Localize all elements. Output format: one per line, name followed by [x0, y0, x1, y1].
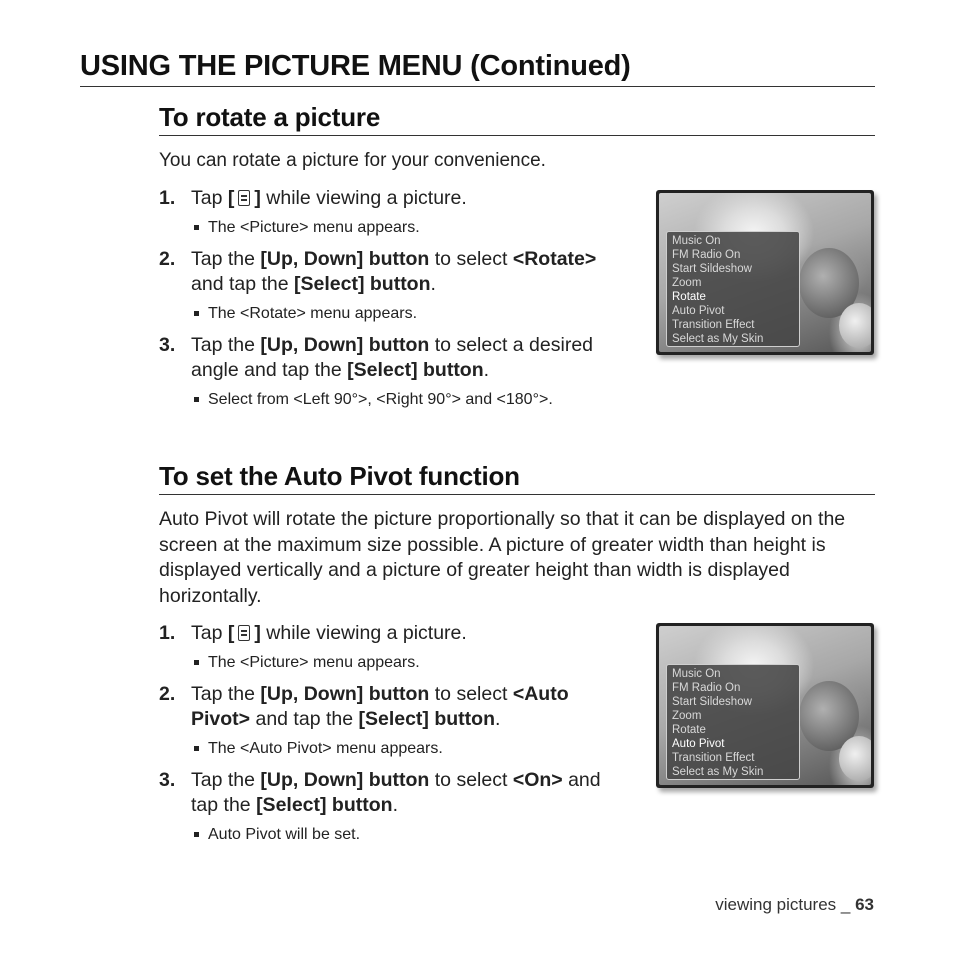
step [159, 768, 629, 819]
menu-item: Zoom [672, 277, 702, 289]
page-number: 63 [855, 895, 874, 914]
step-note: The <Auto Pivot> menu appears. [159, 739, 629, 759]
section-title-auto-pivot: To set the Auto Pivot function [159, 461, 520, 491]
step-number: 2. [159, 247, 176, 270]
picture-menu [666, 664, 800, 780]
photo-detail [839, 303, 871, 348]
menu-item: Transition Effect [672, 319, 755, 331]
menu-item: Music On [672, 235, 721, 247]
menu-icon [238, 190, 250, 206]
step [159, 247, 629, 298]
step-text: Tap the [Up, Down] button to select a desired angle and tap the [Select] button. [191, 333, 594, 381]
step [159, 621, 629, 647]
bullet-square-icon [194, 660, 199, 665]
picture-menu [666, 231, 800, 347]
step-text: Tap [ ] while viewing a picture. [191, 622, 467, 644]
steps-rotate [159, 186, 629, 410]
section-title-rotate: To rotate a picture [159, 102, 381, 132]
step-note: The <Picture> menu appears. [159, 218, 629, 238]
step-text: Tap the [Up, Down] button to select <Auto Pivot> and tap the [Select] button. [191, 682, 569, 730]
step-number: 1. [159, 622, 176, 644]
menu-item: Start Sildeshow [672, 696, 752, 708]
menu-item: Rotate [672, 291, 706, 303]
bullet-square-icon [194, 311, 199, 316]
steps-auto-pivot [159, 621, 629, 845]
section-intro-rotate: You can rotate a picture for your convenience. [159, 150, 546, 171]
menu-item: Transition Effect [672, 752, 755, 764]
step [159, 333, 629, 384]
step-text: Tap the [Up, Down] button to select <On> and tap the [Select] button. [191, 768, 601, 816]
menu-item: Select as My Skin [672, 766, 764, 778]
photo-thumbnail [659, 193, 871, 352]
step-number: 1. [159, 187, 176, 209]
bullet-square-icon [194, 397, 199, 402]
menu-item: FM Radio On [672, 682, 741, 694]
page-title: USING THE PICTURE MENU (Continued) [80, 50, 631, 82]
step-note: Select from <Left 90°>, <Right 90°> and <180°>. [159, 390, 629, 410]
menu-icon [238, 625, 250, 641]
step-note: The <Rotate> menu appears. [159, 304, 629, 324]
section-rule-rotate [159, 135, 875, 136]
menu-item: Auto Pivot [672, 305, 725, 317]
step [159, 682, 629, 733]
title-rule [80, 86, 875, 87]
section-rule-auto-pivot [159, 494, 875, 495]
photo-detail [839, 736, 871, 781]
menu-item: Music On [672, 668, 721, 680]
page-footer: viewing pictures _ 63 [715, 895, 874, 914]
bullet-square-icon [194, 832, 199, 837]
bullet-square-icon [194, 225, 199, 230]
step-note: Auto Pivot will be set. [159, 825, 629, 845]
menu-item: Select as My Skin [672, 333, 764, 345]
menu-item: FM Radio On [672, 249, 741, 261]
step-number: 3. [159, 333, 176, 356]
menu-item: Start Sildeshow [672, 263, 752, 275]
menu-item: Auto Pivot [672, 738, 725, 750]
step-number: 3. [159, 768, 176, 791]
bullet-square-icon [194, 746, 199, 751]
step-text: Tap the [Up, Down] button to select <Rotate> and tap the [Select] button. [191, 247, 597, 295]
step-text: Tap [ ] while viewing a picture. [191, 187, 467, 209]
step-note: The <Picture> menu appears. [159, 653, 629, 673]
step [159, 186, 629, 212]
menu-item: Zoom [672, 710, 702, 722]
menu-item: Rotate [672, 724, 706, 736]
step-number: 2. [159, 682, 176, 705]
device-screen-auto-pivot [656, 623, 874, 788]
photo-thumbnail [659, 626, 871, 785]
device-screen-rotate [656, 190, 874, 355]
section-intro-auto-pivot: Auto Pivot will rotate the picture proportionally so that it can be displayed on the screen at the maximum size possible. A picture of greater width than height is displayed vertically and a picture of greater height than width is displayed horizontally. [159, 508, 846, 607]
